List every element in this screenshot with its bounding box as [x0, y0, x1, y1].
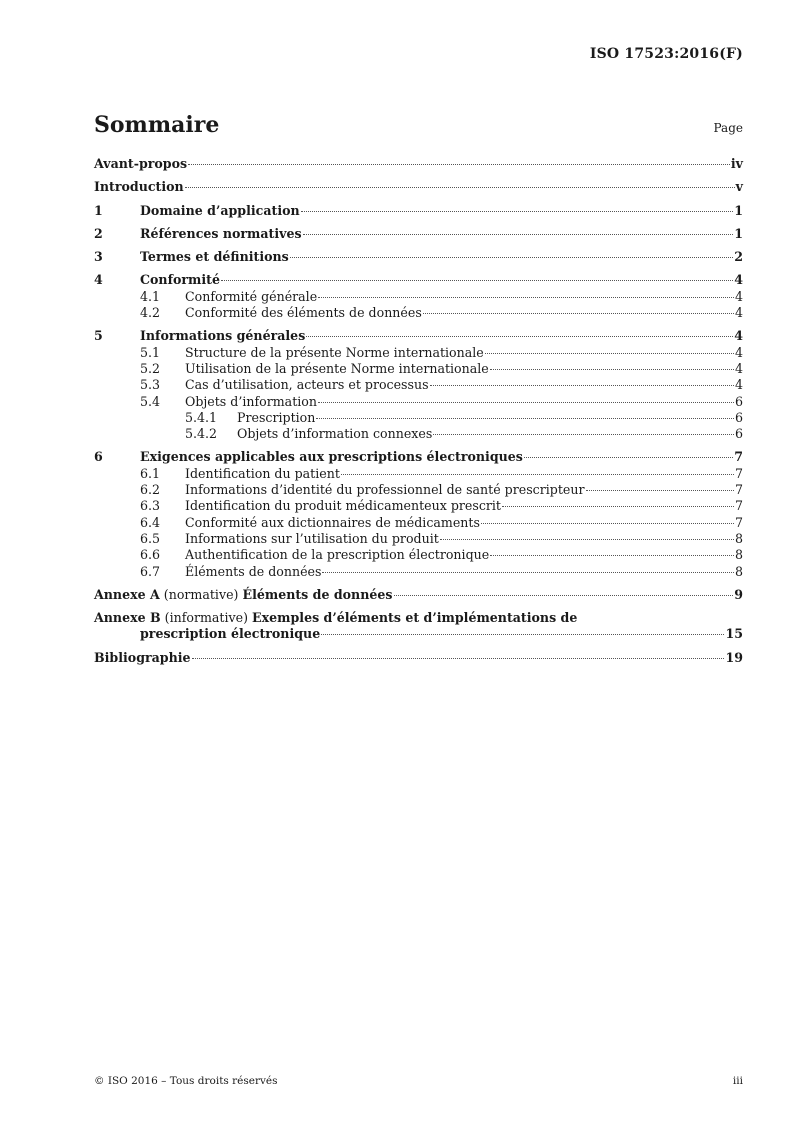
document-code: ISO 17523:2016(F)	[589, 46, 743, 62]
toc-entry-annexe-b-cont[interactable]	[94, 626, 743, 642]
toc-entry-text: Structure de la présente Norme internationale	[185, 344, 484, 360]
annex-label: Annexe A	[94, 586, 160, 602]
toc-entry-number: 1	[94, 202, 103, 218]
toc-entry-page: 6	[734, 426, 743, 442]
dot-leader	[221, 280, 733, 281]
toc-entry-text: Conformité des éléments de données	[185, 305, 422, 321]
toc-entry-page: 8	[734, 530, 743, 546]
toc-entry-6[interactable]	[94, 449, 743, 465]
toc-entry-text	[94, 587, 393, 603]
toc-entry-text: Informations sur l’utilisation du produit	[185, 530, 439, 546]
toc-entry-page: 2	[734, 249, 743, 265]
toc-entry-text: prescription électronique	[140, 626, 321, 642]
toc-entry-text: Informations générales	[140, 328, 306, 344]
toc-entry-5-1[interactable]	[94, 345, 743, 361]
toc-entry-page: 6	[734, 409, 743, 425]
toc-entry-5-4[interactable]	[94, 394, 743, 410]
toc-entry-text: Avant-propos	[94, 156, 188, 171]
toc-entry-annexe-a[interactable]	[94, 587, 743, 603]
toc-entry-number: 5.4.1	[185, 409, 218, 425]
toc-entry-text: Prescription	[237, 409, 316, 425]
dot-leader	[440, 539, 734, 540]
dot-leader	[490, 369, 734, 370]
toc-entry-annexe-b[interactable]	[94, 610, 743, 626]
dot-leader	[322, 572, 734, 573]
toc-entry-text: Domaine d’application	[140, 202, 300, 218]
dot-leader	[301, 211, 734, 212]
annex-title: Exemples d’éléments et d’implémentations de	[252, 610, 578, 626]
dot-leader	[185, 187, 735, 188]
toc-entry-number: 6.2	[140, 482, 161, 498]
dot-leader	[524, 457, 733, 458]
toc-entry-avant-propos[interactable]	[94, 156, 743, 172]
table-of-contents	[94, 156, 743, 666]
toc-entry-page: 4	[734, 360, 743, 376]
dot-leader	[586, 490, 734, 491]
toc-entry-number: 6.1	[140, 465, 161, 481]
page-title: Sommaire	[94, 112, 220, 138]
toc-entry-text: Conformité	[140, 272, 220, 288]
dot-leader	[430, 385, 734, 386]
toc-entry-6-3[interactable]	[94, 498, 743, 514]
toc-entry-number: 6	[94, 449, 103, 465]
toc-entry-text: Exigences applicables aux prescriptions électroniques	[140, 449, 523, 465]
annex-label: Annexe B	[94, 610, 161, 626]
dot-leader	[303, 234, 734, 235]
toc-entry-number: 5.4	[140, 393, 161, 409]
toc-entry-text: Bibliographie	[94, 649, 191, 665]
toc-entry-text: Références normatives	[140, 225, 302, 241]
page-column-label: Page	[713, 121, 743, 135]
toc-entry-text: Objets d’information connexes	[237, 426, 433, 442]
toc-entry-number: 5	[94, 328, 103, 344]
toc-entry-page: 4	[734, 288, 743, 304]
dot-leader	[485, 353, 734, 354]
toc-entry-page: 6	[734, 393, 743, 409]
toc-entry-3[interactable]	[94, 249, 743, 265]
dot-leader	[490, 555, 734, 556]
toc-entry-number: 5.1	[140, 344, 161, 360]
dot-leader	[290, 257, 733, 258]
toc-entry-text: Cas d’utilisation, acteurs et processus	[185, 377, 429, 393]
toc-entry-number: 6.7	[140, 563, 161, 579]
toc-entry-text: Identification du patient	[185, 465, 340, 481]
toc-entry-number: 4	[94, 272, 103, 288]
toc-entry-6-5[interactable]	[94, 531, 743, 547]
toc-entry-text: Authentification de la prescription électronique	[185, 547, 490, 563]
toc-entry-4-2[interactable]	[94, 305, 743, 321]
dot-leader	[192, 658, 725, 659]
toc-entry-number: 6.5	[140, 530, 161, 546]
toc-entry-text: Éléments de données	[185, 563, 322, 579]
dot-leader	[341, 474, 734, 475]
annex-kind: (normative)	[163, 586, 239, 602]
toc-entry-page: 4	[734, 305, 743, 321]
dot-leader	[394, 595, 734, 596]
toc-entry-5-4-2[interactable]	[94, 426, 743, 442]
toc-entry-page: 4	[734, 377, 743, 393]
toc-entry-6-2[interactable]	[94, 482, 743, 498]
dot-leader	[502, 506, 734, 507]
toc-entry-5-3[interactable]	[94, 377, 743, 393]
annex-kind: (informative)	[164, 610, 249, 626]
dot-leader	[306, 336, 733, 337]
toc-entry-6-7[interactable]	[94, 564, 743, 580]
toc-entry-text: Informations d’identité du professionnel de santé prescripteur	[185, 482, 585, 498]
toc-entry-number: 6.4	[140, 514, 161, 530]
toc-entry-4[interactable]	[94, 272, 743, 288]
toc-entry-page: 4	[734, 272, 743, 288]
toc-entry-5-2[interactable]	[94, 361, 743, 377]
toc-entry-6-6[interactable]	[94, 547, 743, 563]
dot-leader	[318, 402, 734, 403]
toc-entry-1[interactable]	[94, 203, 743, 219]
toc-entry-text: Conformité aux dictionnaires de médicaments	[185, 514, 480, 530]
toc-entry-number: 6.3	[140, 498, 161, 514]
toc-entry-text	[94, 610, 577, 626]
toc-entry-page: 7	[734, 465, 743, 481]
toc-entry-page: 19	[725, 649, 743, 665]
dot-leader	[318, 297, 734, 298]
toc-entry-number: 5.2	[140, 360, 161, 376]
toc-entry-number: 2	[94, 225, 103, 241]
dot-leader	[316, 418, 734, 419]
toc-entry-page: 4	[734, 328, 743, 344]
dot-leader	[433, 434, 734, 435]
footer-page-number: iii	[732, 1075, 743, 1087]
toc-entry-page: 7	[734, 482, 743, 498]
toc-entry-number: 4.1	[140, 288, 161, 304]
footer-copyright: © ISO 2016 – Tous droits réservés	[94, 1075, 278, 1087]
toc-entry-number: 4.2	[140, 305, 161, 321]
toc-entry-number: 3	[94, 249, 103, 265]
toc-entry-page: 8	[734, 563, 743, 579]
toc-entry-text: Objets d’information	[185, 393, 317, 409]
toc-entry-page: 1	[734, 225, 743, 241]
toc-entry-page: 1	[734, 202, 743, 218]
toc-entry-5[interactable]	[94, 328, 743, 344]
dot-leader	[423, 313, 734, 314]
toc-entry-bibliographie[interactable]	[94, 650, 743, 666]
toc-entry-page: 7	[734, 498, 743, 514]
dot-leader	[321, 634, 724, 635]
dot-leader	[188, 164, 730, 165]
annex-title: Éléments de données	[242, 586, 393, 602]
toc-entry-text: Termes et définitions	[140, 249, 289, 265]
toc-entry-text: Introduction	[94, 179, 184, 195]
toc-entry-page: 15	[725, 626, 743, 642]
toc-entry-page: iv	[730, 156, 743, 171]
toc-entry-4-1[interactable]	[94, 289, 743, 305]
toc-entry-page: 7	[734, 514, 743, 530]
dot-leader	[481, 523, 734, 524]
toc-entry-6-1[interactable]	[94, 466, 743, 482]
toc-entry-page: 4	[734, 344, 743, 360]
toc-entry-text: Utilisation de la présente Norme internationale	[185, 360, 489, 376]
toc-entry-number: 5.4.2	[185, 426, 218, 442]
toc-entry-introduction[interactable]	[94, 179, 743, 195]
toc-entry-page: 9	[734, 586, 743, 602]
toc-entry-6-4[interactable]	[94, 515, 743, 531]
toc-entry-number: 6.6	[140, 547, 161, 563]
title-row	[94, 112, 743, 138]
toc-entry-page: 7	[734, 449, 743, 465]
toc-entry-number: 5.3	[140, 377, 161, 393]
toc-entry-text: Identification du produit médicamenteux prescrit	[185, 498, 501, 514]
toc-entry-2[interactable]	[94, 226, 743, 242]
toc-entry-5-4-1[interactable]	[94, 410, 743, 426]
toc-entry-page: 8	[734, 547, 743, 563]
toc-entry-page: v	[735, 179, 743, 195]
toc-entry-text: Conformité générale	[185, 288, 318, 304]
